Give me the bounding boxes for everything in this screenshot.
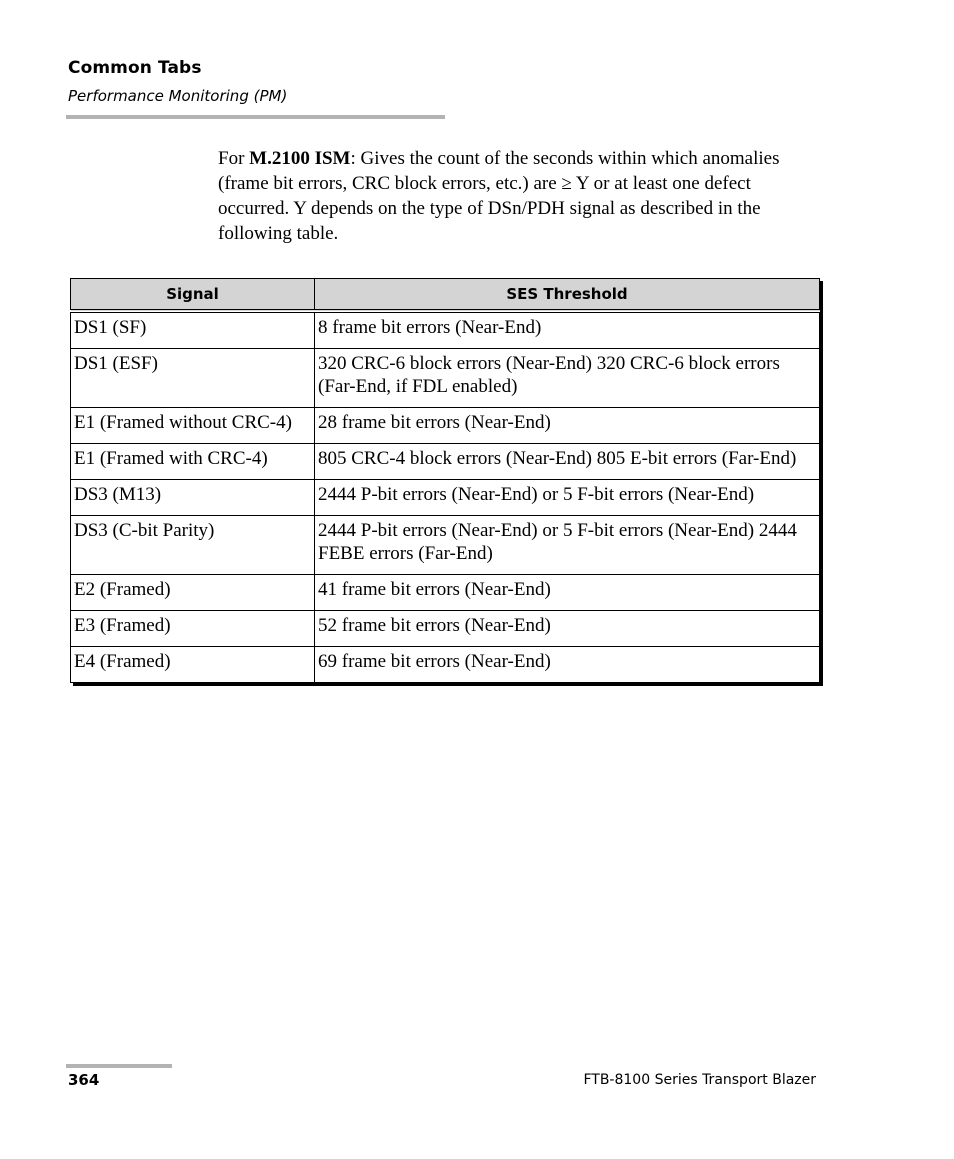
intro-term: M.2100 ISM bbox=[249, 148, 351, 169]
threshold-cell: 8 frame bit errors (Near-End) bbox=[315, 311, 820, 349]
footer-divider bbox=[66, 1064, 172, 1068]
table-row bbox=[71, 516, 820, 575]
page-number: 364 bbox=[68, 1071, 100, 1089]
intro-paragraph bbox=[218, 146, 818, 246]
ses-threshold-table bbox=[70, 278, 820, 683]
table-row bbox=[71, 408, 820, 444]
threshold-cell: 805 CRC-4 block errors (Near-End) 805 E-bit errors (Far-End) bbox=[315, 444, 820, 480]
threshold-cell: 69 frame bit errors (Near-End) bbox=[315, 647, 820, 683]
product-name: FTB-8100 Series Transport Blazer bbox=[583, 1072, 816, 1088]
section-title: Common Tabs bbox=[68, 58, 202, 78]
table-row bbox=[71, 349, 820, 408]
table-row bbox=[71, 480, 820, 516]
column-header-signal: Signal bbox=[71, 279, 315, 312]
signal-cell: DS3 (C-bit Parity) bbox=[71, 516, 315, 575]
intro-text: : Gives the count of the seconds within which anomalies (frame bit errors, CRC block errors, etc.) are ≥ Y or at least one defect occurred. Y depends on the type of DSn/PDH signal as described in the following table. bbox=[218, 148, 780, 244]
threshold-cell: 28 frame bit errors (Near-End) bbox=[315, 408, 820, 444]
signal-cell: E1 (Framed without CRC-4) bbox=[71, 408, 315, 444]
header-divider bbox=[66, 115, 445, 119]
signal-cell: E1 (Framed with CRC-4) bbox=[71, 444, 315, 480]
threshold-cell: 320 CRC-6 block errors (Near-End) 320 CRC-6 block errors (Far-End, if FDL enabled) bbox=[315, 349, 820, 408]
signal-cell: DS1 (ESF) bbox=[71, 349, 315, 408]
section-subtitle: Performance Monitoring (PM) bbox=[68, 87, 288, 105]
threshold-cell: 41 frame bit errors (Near-End) bbox=[315, 575, 820, 611]
table-row bbox=[71, 611, 820, 647]
column-header-ses-threshold: SES Threshold bbox=[315, 279, 820, 312]
signal-cell: E4 (Framed) bbox=[71, 647, 315, 683]
table-row bbox=[71, 575, 820, 611]
table-row bbox=[71, 444, 820, 480]
signal-cell: E3 (Framed) bbox=[71, 611, 315, 647]
signal-cell: DS1 (SF) bbox=[71, 311, 315, 349]
threshold-cell: 2444 P-bit errors (Near-End) or 5 F-bit errors (Near-End) bbox=[315, 480, 820, 516]
table-header-row bbox=[71, 279, 820, 312]
signal-cell: E2 (Framed) bbox=[71, 575, 315, 611]
threshold-cell: 2444 P-bit errors (Near-End) or 5 F-bit errors (Near-End) 2444 FEBE errors (Far-End) bbox=[315, 516, 820, 575]
signal-cell: DS3 (M13) bbox=[71, 480, 315, 516]
table-row bbox=[71, 311, 820, 349]
table-row bbox=[71, 647, 820, 683]
threshold-cell: 52 frame bit errors (Near-End) bbox=[315, 611, 820, 647]
intro-prefix: For bbox=[218, 148, 250, 169]
